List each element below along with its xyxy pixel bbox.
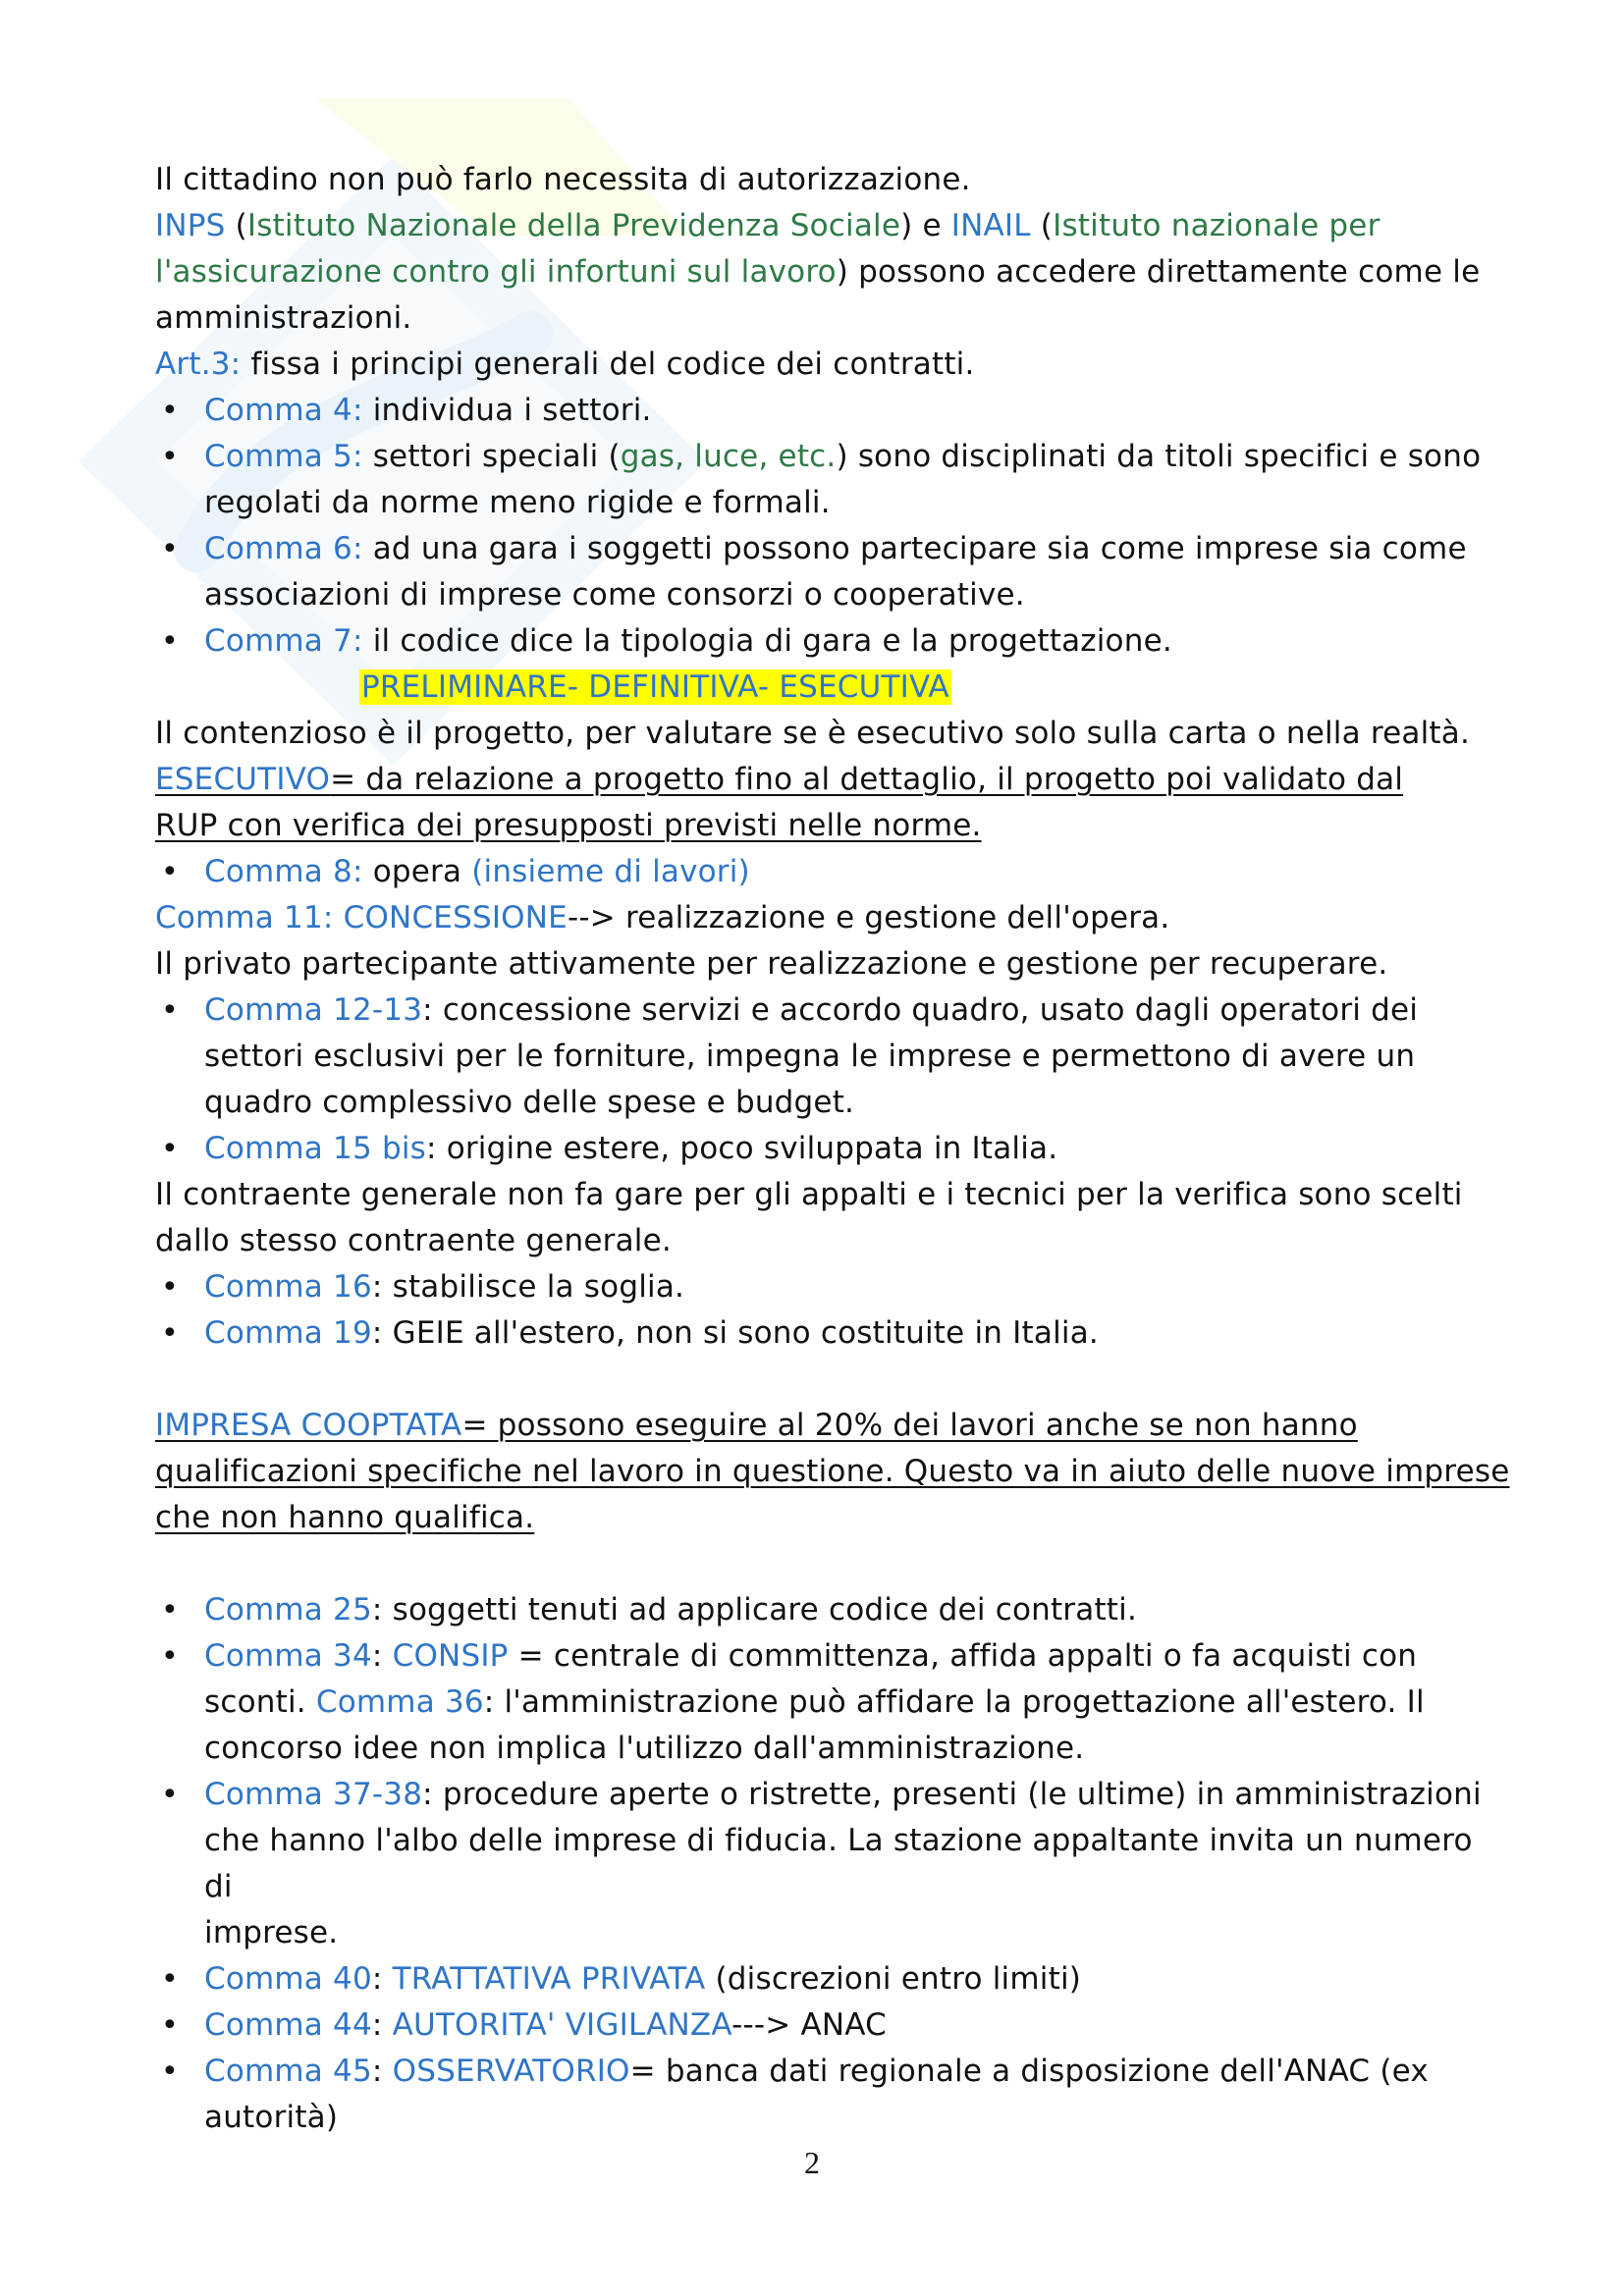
list-item: • Comma 16: stabilisce la soglia.	[155, 1264, 1500, 1310]
paragraph-line: dallo stesso contraente generale.	[155, 1223, 672, 1258]
list-item: • Comma 44: AUTORITA' VIGILANZA---> ANAC	[155, 2002, 1500, 2049]
paragraph-line: Art.3: fissa i principi generali del codice dei contratti.	[155, 347, 975, 382]
paragraph-line: Il privato partecipante attivamente per realizzazione e gestione per recuperare.	[155, 946, 1388, 982]
spacer	[155, 1357, 1500, 1403]
page-number: 2	[804, 2145, 820, 2180]
list-item: • Comma 4: individua i settori.	[155, 388, 1500, 434]
paragraph-line: Il contenzioso è il progetto, per valutare se è esecutivo solo sulla carta o nella realtà.	[155, 716, 1471, 751]
list-item: • Comma 37-38: procedure aperte o ristrette, presenti (le ultime) in amministrazioni che hanno l'albo delle imprese di fiducia. La stazione appaltante invita un numero di imprese.	[155, 1772, 1500, 1956]
inail-label: INAIL	[950, 208, 1031, 243]
paragraph-line: RUP con verifica dei presupposti previsti nelle norme.	[155, 808, 982, 843]
list-item: • Comma 40: TRATTATIVA PRIVATA (discrezioni entro limiti)	[155, 1956, 1500, 2002]
paragraph-line: amministrazioni.	[155, 300, 412, 336]
article-label: Art.3:	[155, 347, 242, 382]
paragraph-line: ESECUTIVO= da relazione a progetto fino al dettaglio, il progetto poi validato dal	[155, 762, 1404, 797]
list-item: • Comma 5: settori speciali (gas, luce, etc.) sono disciplinati da titoli specifici e sono regolati da norme meno rigide e formali.	[155, 434, 1500, 526]
list-item: • Comma 15 bis: origine estere, poco sviluppata in Italia.	[155, 1126, 1500, 1172]
paragraph-line: Il contraente generale non fa gare per gli appalti e i tecnici per la verifica sono scelti	[155, 1177, 1463, 1212]
paragraph-line: IMPRESA COOPTATA= possono eseguire al 20% dei lavori anche se non hanno	[155, 1408, 1358, 1443]
list-item: • Comma 6: ad una gara i soggetti possono partecipare sia come imprese sia come associazioni di imprese come consorzi o cooperative.	[155, 526, 1500, 618]
list-item: • Comma 45: OSSERVATORIO= banca dati regionale a disposizione dell'ANAC (ex autorità)	[155, 2049, 1500, 2141]
highlighted-text: PRELIMINARE- DEFINITIVA- ESECUTIVA	[361, 669, 949, 705]
list-item: • Comma 7: il codice dice la tipologia di gara e la progettazione.	[155, 618, 1500, 665]
paragraph-line: Comma 11: CONCESSIONE--> realizzazione e gestione dell'opera.	[155, 900, 1170, 935]
paragraph-line: Il cittadino non può farlo necessita di autorizzazione.	[155, 162, 971, 197]
inps-label: INPS	[155, 208, 226, 243]
paragraph-line: qualificazioni specifiche nel lavoro in questione. Questo va in aiuto delle nuove imprese	[155, 1454, 1510, 1489]
list-item: • Comma 34: CONSIP = centrale di committenza, affida appalti o fa acquisti con sconti. Comma 36: l'amministrazione può affidare la progettazione all'estero. Il concorso idee non implica l'utilizzo dall'amministrazione.	[155, 1633, 1500, 1772]
paragraph-line: l'assicurazione contro gli infortuni sul lavoro) possono accedere direttamente come le	[155, 254, 1481, 290]
list-item: • Comma 8: opera (insieme di lavori)	[155, 849, 1500, 895]
list-item: • Comma 19: GEIE all'estero, non si sono costituite in Italia.	[155, 1310, 1500, 1357]
highlight-line	[155, 665, 1500, 711]
list-item: • Comma 12-13: concessione servizi e accordo quadro, usato dagli operatori dei settori esclusivi per le forniture, impegna le imprese e permettono di avere un quadro complessivo delle spese e budget.	[155, 988, 1500, 1126]
paragraph-line: che non hanno qualifica.	[155, 1500, 535, 1535]
list-item: • Comma 25: soggetti tenuti ad applicare codice dei contratti.	[155, 1587, 1500, 1633]
paragraph-line: INPS (Istituto Nazionale della Previdenza Sociale) e INAIL (Istituto nazionale per	[155, 208, 1380, 243]
spacer	[155, 1541, 1500, 1587]
document-body	[155, 157, 1510, 2141]
